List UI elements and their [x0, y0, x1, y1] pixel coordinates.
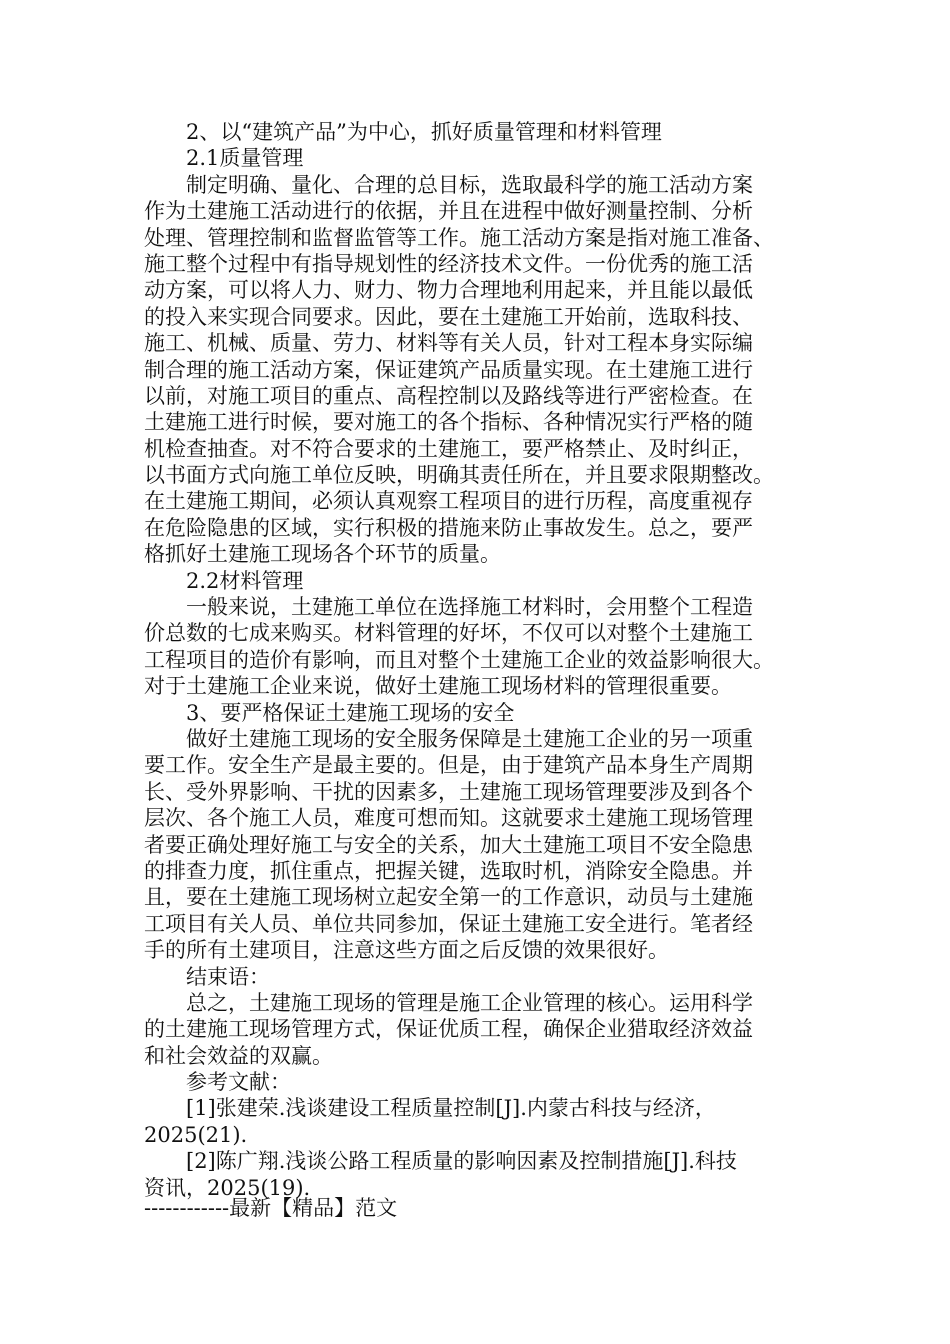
text-line: 以书面方式向施工单位反映，明确其责任所在，并且要求限期整改。 [144, 463, 774, 488]
text-line: 动方案，可以将人力、财力、物力合理地利用起来，并且能以最低 [144, 278, 753, 303]
text-line: 以前，对施工项目的重点、高程控制以及路线等进行严密检查。在 [144, 383, 753, 408]
text-line: 手的所有土建项目，注意这些方面之后反馈的效果很好。 [144, 938, 669, 963]
text-line: 的土建施工现场管理方式，保证优质工程，确保企业猎取经济效益 [144, 1017, 753, 1042]
text-line: 工程项目的造价有影响，而且对整个土建施工企业的效益影响很大。 [144, 647, 774, 672]
text-line: 施工整个过程中有指导规划性的经济技术文件。一份优秀的施工活 [144, 251, 753, 276]
text-line: 工项目有关人员、单位共同参加，保证土建施工安全进行。笔者经 [144, 911, 753, 936]
text-line: [2]陈广翔.浅谈公路工程质量的影响因素及控制措施[J].科技 [186, 1149, 737, 1174]
text-line: 2025(21). [144, 1122, 248, 1147]
text-line: 价总数的七成来购买。材料管理的好坏，不仅可以对整个土建施工 [144, 621, 753, 646]
text-line: 做好土建施工现场的安全服务保障是土建施工企业的另一项重 [186, 726, 753, 751]
text-line: 一般来说，土建施工单位在选择施工材料时，会用整个工程造 [186, 595, 753, 620]
text-line: 总之，土建施工现场的管理是施工企业管理的核心。运用科学 [186, 990, 753, 1015]
text-line: 资讯，2025(19). [144, 1175, 311, 1200]
text-line: 土建施工进行时候，要对施工的各个指标、各种情况实行严格的随 [144, 410, 753, 435]
text-line: 参考文献： [186, 1070, 291, 1095]
text-line: [1]张建荣.浅谈建设工程质量控制[J].内蒙古科技与经济， [186, 1096, 716, 1121]
text-line: 处理、管理控制和监督监管等工作。施工活动方案是指对施工准备、 [144, 225, 774, 250]
text-line: 机检查抽查。对不符合要求的土建施工，要严格禁止、及时纠正， [144, 436, 753, 461]
text-line: 的排查力度，抓住重点，把握关键，选取时机，消除安全隐患。并 [144, 858, 753, 883]
text-line: 在危险隐患的区域，实行积极的措施来防止事故发生。总之，要严 [144, 515, 753, 540]
text-line: 长、受外界影响、干扰的因素多，土建施工现场管理要涉及到各个 [144, 779, 753, 804]
text-line: 格抓好土建施工现场各个环节的质量。 [144, 542, 501, 567]
text-line: 施工、机械、质量、劳力、材料等有关人员，针对工程本身实际编 [144, 331, 753, 356]
text-line: 对于土建施工企业来说，做好土建施工现场材料的管理很重要。 [144, 674, 732, 699]
text-line: 制定明确、量化、合理的总目标，选取最科学的施工活动方案 [186, 172, 753, 197]
text-line: 要工作。安全生产是最主要的。但是，由于建筑产品本身生产周期 [144, 753, 753, 778]
text-line: 2、以“建筑产品”为中心，抓好质量管理和材料管理 [186, 120, 662, 144]
text-line: 作为土建施工活动进行的依据，并且在进程中做好测量控制、分析 [144, 199, 753, 224]
text-line: 者要正确处理好施工与安全的关系，加大土建施工项目不安全隐患 [144, 832, 753, 857]
text-line: 在土建施工期间，必须认真观察工程项目的进行历程，高度重视存 [144, 489, 753, 514]
text-line: 层次、各个施工人员，难度可想而知。这就要求土建施工现场管理 [144, 806, 753, 831]
text-line: 且，要在土建施工现场树立起安全第一的工作意识，动员与土建施 [144, 885, 753, 910]
document-body [144, 119, 804, 1201]
text-line: 3、要严格保证土建施工现场的安全 [186, 700, 515, 725]
text-line: 制合理的施工活动方案，保证建筑产品质量实现。在土建施工进行 [144, 357, 753, 382]
text-line: 结束语： [186, 964, 270, 989]
text-line: 和社会效益的双赢。 [144, 1043, 333, 1068]
text-line: 2.1质量管理 [186, 146, 304, 171]
text-line: 2.2材料管理 [186, 568, 304, 593]
text-line: 的投入来实现合同要求。因此，要在土建施工开始前，选取科技、 [144, 304, 753, 329]
footer-text: ------------最新【精品】范文 [144, 1196, 398, 1220]
